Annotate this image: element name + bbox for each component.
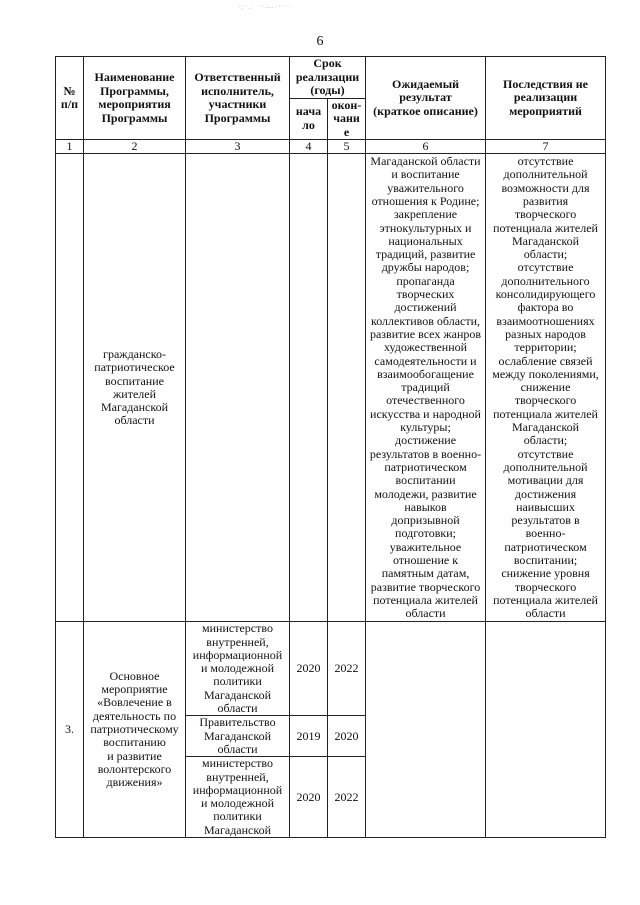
header-term: Срок реализации (годы) bbox=[290, 57, 366, 99]
header-expected: Ожидаемый результат (краткое описание) bbox=[366, 57, 486, 140]
item3-consequences-cell bbox=[486, 622, 606, 838]
page-number: 6 bbox=[316, 34, 324, 49]
program-table bbox=[55, 56, 606, 838]
continued-expected-cell: Магаданской области и воспитание уважительного отношения к Родине; закрепление этнокультурных и национальных традиций, развитие дружбы народов; пропаганда творческих достижений коллективов области, развитие всех жанров художественной самодеятельности и взаимообогащение традиций отечественного искусства и народной культуры; достижение результатов в военно- патриотическом воспитании молодежи, развитие навыков допризывной подготовки; уважительное отношение к памятным датам, развитие творческого потенциала жителей области bbox=[366, 154, 486, 622]
item3-responsible-1: министерство внутренней, информационной и молодежной политики Магаданской области bbox=[186, 622, 290, 716]
column-number: 6 bbox=[366, 140, 486, 154]
header-responsible: Ответственный исполнитель, участники Программы bbox=[186, 57, 290, 140]
column-number-row bbox=[56, 140, 606, 154]
scan-artifact: ·:·.· ··—····· bbox=[238, 2, 293, 11]
header-num: № п/п bbox=[56, 57, 84, 140]
header-consequences: Последствия не реализации мероприятий bbox=[486, 57, 606, 140]
item3-end-1: 2022 bbox=[328, 622, 366, 716]
continued-responsible-cell bbox=[186, 154, 290, 622]
item3-start-2: 2019 bbox=[290, 716, 328, 757]
column-number: 3 bbox=[186, 140, 290, 154]
continued-row bbox=[56, 154, 606, 622]
item3-start-3: 2020 bbox=[290, 757, 328, 838]
item3-responsible-3: министерство внутренней, информационной и молодежной политики Магаданской bbox=[186, 757, 290, 838]
continued-start-cell bbox=[290, 154, 328, 622]
item3-end-3: 2022 bbox=[328, 757, 366, 838]
column-number: 4 bbox=[290, 140, 328, 154]
item3-start-1: 2020 bbox=[290, 622, 328, 716]
column-number: 7 bbox=[486, 140, 606, 154]
continued-num-cell bbox=[56, 154, 84, 622]
continued-name-cell: гражданско- патриотическое воспитание жителей Магаданской области bbox=[84, 154, 186, 622]
item3-expected-cell bbox=[366, 622, 486, 838]
header-name: Наименование Программы, мероприятия Программы bbox=[84, 57, 186, 140]
column-number: 1 bbox=[56, 140, 84, 154]
header-start: нача ло bbox=[290, 98, 328, 140]
item3-end-2: 2020 bbox=[328, 716, 366, 757]
continued-consequences-cell: отсутствие дополнительной возможности для развития творческого потенциала жителей Магаданской области; отсутствие дополнительного консолидирующего фактора во взаимоотношениях разных народов территории; ослабление связей между поколениями, снижение творческого потенциала жителей Магаданской области; отсутствие дополнительной мотивации для достижения наивысших результатов в военно- патриотическом воспитании; снижение уровня творческого потенциала жителей области bbox=[486, 154, 606, 622]
item3-responsible-2: Правительство Магаданской области bbox=[186, 716, 290, 757]
item3-name-cell: Основное мероприятие «Вовлечение в деятельность по патриотическому воспитанию и развитие волонтерского движения» bbox=[84, 622, 186, 838]
header-row bbox=[56, 57, 606, 99]
column-number: 5 bbox=[328, 140, 366, 154]
item3-row-1 bbox=[56, 622, 606, 716]
header-end: окон- чани е bbox=[328, 98, 366, 140]
item3-num-cell: 3. bbox=[56, 622, 84, 838]
column-number: 2 bbox=[84, 140, 186, 154]
continued-end-cell bbox=[328, 154, 366, 622]
